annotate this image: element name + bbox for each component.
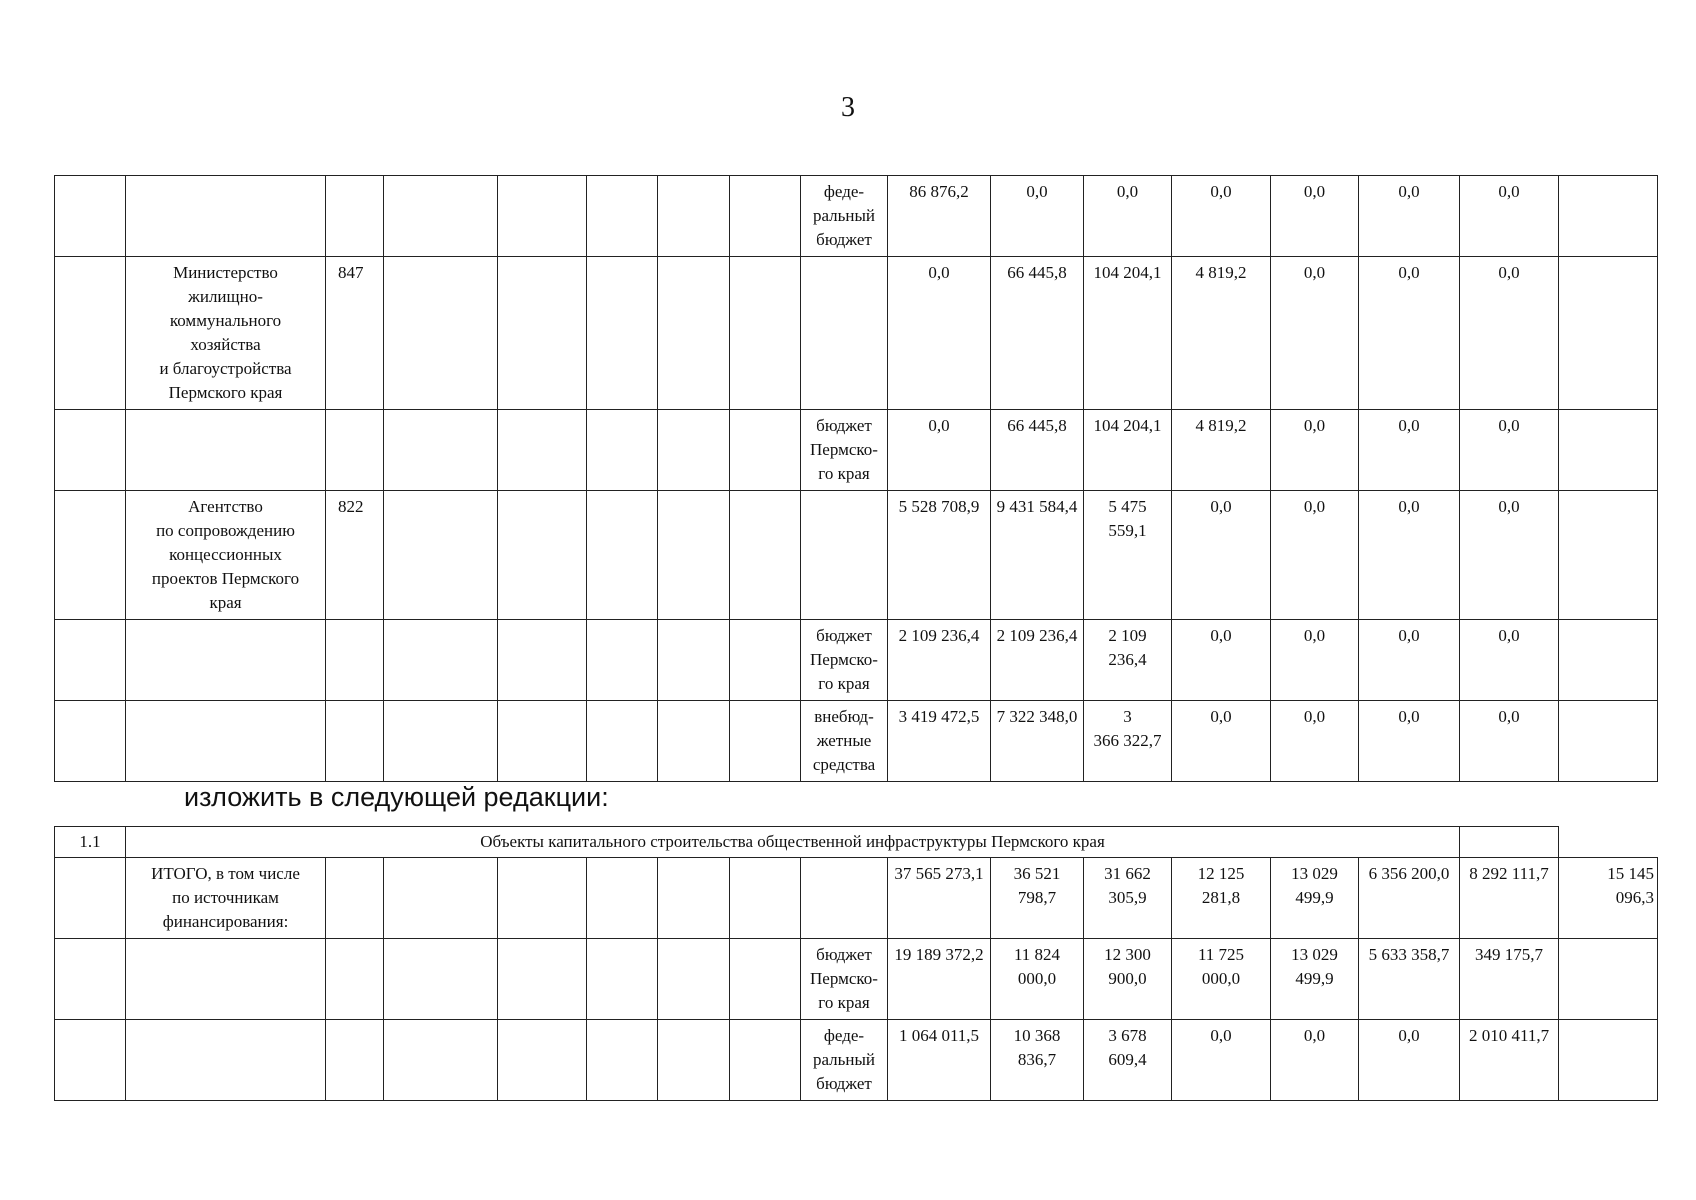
empty-cell <box>730 620 801 701</box>
value-cell <box>1559 491 1658 620</box>
organization-cell <box>126 701 326 782</box>
table-row <box>55 858 1658 939</box>
value-cell: 0,0 <box>1172 491 1271 620</box>
empty-cell <box>384 620 498 701</box>
value-cell: 66 445,8 <box>991 410 1084 491</box>
value-cell: 0,0 <box>1359 491 1460 620</box>
page-number: 3 <box>841 92 855 123</box>
value-cell: 11 824 000,0 <box>991 939 1084 1020</box>
value-cell: 0,0 <box>1359 410 1460 491</box>
value-cell: 9 431 584,4 <box>991 491 1084 620</box>
empty-cell <box>730 491 801 620</box>
source-cell: феде- ральный бюджет <box>801 176 888 257</box>
source-cell <box>801 257 888 410</box>
empty-cell <box>730 939 801 1020</box>
organization-cell <box>126 620 326 701</box>
code-cell <box>326 176 384 257</box>
num-cell <box>55 176 126 257</box>
table-new <box>54 826 1658 1101</box>
value-cell: 13 029 499,9 <box>1271 939 1359 1020</box>
source-cell: бюджет Пермско- го края <box>801 410 888 491</box>
source-cell: феде- ральный бюджет <box>801 1020 888 1101</box>
empty-cell <box>498 1020 587 1101</box>
value-cell <box>1559 410 1658 491</box>
value-cell: 5 633 358,7 <box>1359 939 1460 1020</box>
value-cell: 0,0 <box>991 176 1084 257</box>
empty-cell <box>658 701 730 782</box>
table-row <box>55 701 1658 782</box>
value-cell: 4 819,2 <box>1172 257 1271 410</box>
section-header-row <box>55 827 1658 858</box>
value-cell: 0,0 <box>1271 257 1359 410</box>
empty-cell <box>384 939 498 1020</box>
empty-cell <box>658 257 730 410</box>
empty-cell <box>498 176 587 257</box>
value-cell: 19 189 372,2 <box>888 939 991 1020</box>
table-row <box>55 176 1658 257</box>
section-title-cell: Объекты капитального строительства общественной инфраструктуры Пермского края <box>126 827 1460 858</box>
empty-cell <box>658 410 730 491</box>
empty-cell <box>587 1020 658 1101</box>
empty-cell <box>384 858 498 939</box>
empty-cell <box>587 410 658 491</box>
value-cell: 2 109 236,4 <box>991 620 1084 701</box>
value-cell: 12 300 900,0 <box>1084 939 1172 1020</box>
empty-cell <box>498 620 587 701</box>
num-cell <box>55 858 126 939</box>
source-cell <box>801 491 888 620</box>
source-cell: внебюд- жетные средства <box>801 701 888 782</box>
value-cell: 0,0 <box>1271 176 1359 257</box>
empty-cell <box>730 1020 801 1101</box>
organization-cell: Министерство жилищно- коммунального хозяйства и благоустройства Пермского края <box>126 257 326 410</box>
value-cell: 37 565 273,1 <box>888 858 991 939</box>
value-cell: 0,0 <box>1084 176 1172 257</box>
empty-cell <box>384 257 498 410</box>
value-cell: 0,0 <box>1359 701 1460 782</box>
value-cell: 3 419 472,5 <box>888 701 991 782</box>
value-cell: 0,0 <box>1172 701 1271 782</box>
value-cell: 13 029 499,9 <box>1271 858 1359 939</box>
value-cell <box>1559 176 1658 257</box>
empty-cell <box>587 491 658 620</box>
organization-cell: ИТОГО, в том числе по источникам финансирования: <box>126 858 326 939</box>
value-cell: 104 204,1 <box>1084 257 1172 410</box>
value-cell: 104 204,1 <box>1084 410 1172 491</box>
empty-cell <box>384 491 498 620</box>
table-row <box>55 410 1658 491</box>
value-cell: 0,0 <box>1359 1020 1460 1101</box>
empty-cell <box>658 176 730 257</box>
empty-cell <box>658 939 730 1020</box>
value-cell: 2 010 411,7 <box>1460 1020 1559 1101</box>
empty-cell <box>498 410 587 491</box>
organization-cell <box>126 939 326 1020</box>
value-cell: 66 445,8 <box>991 257 1084 410</box>
value-cell: 4 819,2 <box>1172 410 1271 491</box>
value-cell <box>1559 701 1658 782</box>
source-cell: бюджет Пермско- го края <box>801 620 888 701</box>
num-cell <box>55 257 126 410</box>
empty-cell <box>587 176 658 257</box>
empty-cell <box>730 176 801 257</box>
value-cell: 0,0 <box>1359 620 1460 701</box>
empty-cell <box>587 701 658 782</box>
empty-cell <box>384 701 498 782</box>
value-cell: 15 145 096,3 <box>1559 858 1658 939</box>
empty-cell <box>1460 827 1559 858</box>
empty-cell <box>498 858 587 939</box>
value-cell: 0,0 <box>1460 620 1559 701</box>
value-cell: 0,0 <box>1271 620 1359 701</box>
value-cell: 1 064 011,5 <box>888 1020 991 1101</box>
value-cell: 0,0 <box>1172 620 1271 701</box>
empty-cell <box>658 1020 730 1101</box>
value-cell: 10 368 836,7 <box>991 1020 1084 1101</box>
empty-cell <box>587 939 658 1020</box>
num-cell <box>55 491 126 620</box>
code-cell <box>326 939 384 1020</box>
table-row <box>55 939 1658 1020</box>
source-cell <box>801 858 888 939</box>
empty-cell <box>498 701 587 782</box>
empty-cell <box>587 858 658 939</box>
code-cell <box>326 620 384 701</box>
code-cell: 847 <box>326 257 384 410</box>
code-cell <box>326 701 384 782</box>
empty-cell <box>384 410 498 491</box>
value-cell: 0,0 <box>1460 410 1559 491</box>
value-cell: 2 109 236,4 <box>888 620 991 701</box>
code-cell <box>326 1020 384 1101</box>
value-cell: 8 292 111,7 <box>1460 858 1559 939</box>
instruction-phrase: изложить в следующей редакции: <box>184 782 609 812</box>
num-cell <box>55 939 126 1020</box>
empty-cell <box>498 257 587 410</box>
num-cell <box>55 1020 126 1101</box>
empty-cell <box>384 176 498 257</box>
value-cell: 0,0 <box>1271 1020 1359 1101</box>
table-old <box>54 175 1658 782</box>
empty-cell <box>587 620 658 701</box>
organization-cell: Агентство по сопровождению концессионных проектов Пермского края <box>126 491 326 620</box>
value-cell: 0,0 <box>1271 701 1359 782</box>
empty-cell <box>730 858 801 939</box>
empty-cell <box>384 1020 498 1101</box>
value-cell: 0,0 <box>1460 491 1559 620</box>
table-row <box>55 491 1658 620</box>
value-cell: 5 475 559,1 <box>1084 491 1172 620</box>
organization-cell <box>126 176 326 257</box>
code-cell: 822 <box>326 491 384 620</box>
value-cell: 7 322 348,0 <box>991 701 1084 782</box>
empty-cell <box>498 939 587 1020</box>
empty-cell <box>730 410 801 491</box>
source-cell: бюджет Пермско- го края <box>801 939 888 1020</box>
value-cell: 0,0 <box>1172 1020 1271 1101</box>
empty-cell <box>658 858 730 939</box>
value-cell <box>1559 257 1658 410</box>
value-cell <box>1559 1020 1658 1101</box>
value-cell: 6 356 200,0 <box>1359 858 1460 939</box>
num-cell <box>55 620 126 701</box>
value-cell <box>1559 939 1658 1020</box>
value-cell: 0,0 <box>1460 176 1559 257</box>
value-cell: 11 725 000,0 <box>1172 939 1271 1020</box>
value-cell: 0,0 <box>1172 176 1271 257</box>
organization-cell <box>126 410 326 491</box>
value-cell: 86 876,2 <box>888 176 991 257</box>
value-cell: 0,0 <box>888 410 991 491</box>
value-cell: 5 528 708,9 <box>888 491 991 620</box>
table-row <box>55 620 1658 701</box>
value-cell: 0,0 <box>1460 701 1559 782</box>
num-cell <box>55 410 126 491</box>
empty-cell <box>658 491 730 620</box>
value-cell: 12 125 281,8 <box>1172 858 1271 939</box>
num-cell <box>55 701 126 782</box>
value-cell: 0,0 <box>1271 491 1359 620</box>
table-row <box>55 257 1658 410</box>
empty-cell <box>730 257 801 410</box>
value-cell: 36 521 798,7 <box>991 858 1084 939</box>
empty-cell <box>587 257 658 410</box>
value-cell: 3 678 609,4 <box>1084 1020 1172 1101</box>
value-cell: 31 662 305,9 <box>1084 858 1172 939</box>
value-cell: 0,0 <box>1271 410 1359 491</box>
code-cell <box>326 858 384 939</box>
empty-cell <box>730 701 801 782</box>
value-cell <box>1559 620 1658 701</box>
value-cell: 0,0 <box>888 257 991 410</box>
empty-cell <box>498 491 587 620</box>
empty-cell <box>658 620 730 701</box>
value-cell: 0,0 <box>1359 176 1460 257</box>
value-cell: 2 109 236,4 <box>1084 620 1172 701</box>
value-cell: 349 175,7 <box>1460 939 1559 1020</box>
value-cell: 0,0 <box>1359 257 1460 410</box>
value-cell: 0,0 <box>1460 257 1559 410</box>
section-number-cell: 1.1 <box>55 827 126 858</box>
code-cell <box>326 410 384 491</box>
table-row <box>55 1020 1658 1101</box>
organization-cell <box>126 1020 326 1101</box>
value-cell: 3 366 322,7 <box>1084 701 1172 782</box>
